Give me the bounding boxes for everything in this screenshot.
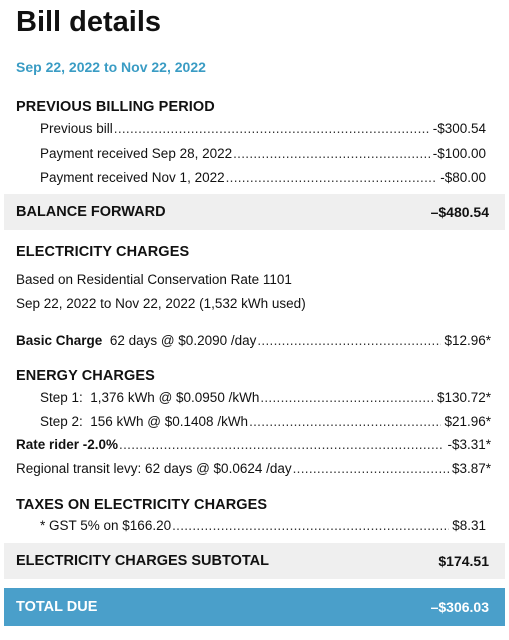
row-label: Step 2: 156 kWh @ $0.1408 /kWh bbox=[40, 414, 249, 429]
balance-forward-value: –$480.54 bbox=[430, 204, 489, 220]
energy-charges-heading: ENERGY CHARGES bbox=[16, 368, 155, 384]
previous-bill-row bbox=[40, 121, 486, 136]
leader-dots bbox=[249, 414, 441, 429]
subtotal-value: $174.51 bbox=[438, 553, 489, 569]
payment-nov-row bbox=[40, 170, 486, 185]
billing-period-dates: Sep 22, 2022 to Nov 22, 2022 bbox=[16, 59, 206, 75]
leader-dots bbox=[172, 518, 449, 533]
row-label: Rate rider -2.0% bbox=[16, 437, 119, 452]
taxes-heading: TAXES ON ELECTRICITY CHARGES bbox=[16, 497, 268, 513]
row-value: -$80.00 bbox=[440, 170, 486, 185]
usage-description: Sep 22, 2022 to Nov 22, 2022 (1,532 kWh used) bbox=[16, 296, 306, 311]
row-value: -$300.54 bbox=[432, 121, 486, 136]
row-value: -$3.31* bbox=[447, 437, 491, 452]
row-value: -$100.00 bbox=[432, 146, 486, 161]
gst-row bbox=[40, 518, 486, 533]
row-label: Payment received Nov 1, 2022 bbox=[40, 170, 225, 185]
basic-charge-label bbox=[16, 333, 256, 348]
row-value: $8.31 bbox=[452, 518, 486, 533]
leader-dots bbox=[260, 390, 434, 405]
subtotal-label: ELECTRICITY CHARGES SUBTOTAL bbox=[16, 553, 269, 569]
row-value: $12.96* bbox=[444, 333, 491, 348]
step1-row bbox=[40, 390, 491, 405]
total-due-label: TOTAL DUE bbox=[16, 599, 98, 615]
row-label: Previous bill bbox=[40, 121, 113, 136]
electricity-charges-heading: ELECTRICITY CHARGES bbox=[16, 244, 190, 260]
rate-rider-row bbox=[16, 437, 491, 452]
step2-row bbox=[40, 414, 491, 429]
row-value: $3.87* bbox=[451, 461, 491, 476]
previous-billing-heading: PREVIOUS BILLING PERIOD bbox=[16, 99, 215, 115]
leader-dots bbox=[257, 333, 441, 348]
leader-dots bbox=[293, 461, 449, 476]
subtotal-band bbox=[4, 543, 505, 579]
row-label: Regional transit levy: 62 days @ $0.0624 /day bbox=[16, 461, 292, 476]
row-value: $130.72* bbox=[436, 390, 491, 405]
row-label: * GST 5% on $166.20 bbox=[40, 518, 172, 533]
payment-sep-row bbox=[40, 146, 486, 161]
leader-dots bbox=[119, 437, 444, 452]
total-due-band bbox=[4, 588, 505, 626]
balance-forward-band bbox=[4, 194, 505, 230]
total-due-value: –$306.03 bbox=[430, 599, 489, 615]
rate-description: Based on Residential Conservation Rate 1101 bbox=[16, 272, 292, 287]
leader-dots bbox=[233, 146, 430, 161]
leader-dots bbox=[226, 170, 438, 185]
page-title: Bill details bbox=[16, 6, 162, 38]
row-value: $21.96* bbox=[444, 414, 491, 429]
transit-levy-row bbox=[16, 461, 491, 476]
basic-charge-detail: 62 days @ $0.2090 /day bbox=[109, 333, 257, 348]
basic-charge-row bbox=[16, 333, 491, 348]
basic-charge-title: Basic Charge bbox=[16, 333, 103, 348]
leader-dots bbox=[114, 121, 430, 136]
row-label: Payment received Sep 28, 2022 bbox=[40, 146, 233, 161]
row-label: Step 1: 1,376 kWh @ $0.0950 /kWh bbox=[40, 390, 260, 405]
balance-forward-label: BALANCE FORWARD bbox=[16, 204, 166, 220]
